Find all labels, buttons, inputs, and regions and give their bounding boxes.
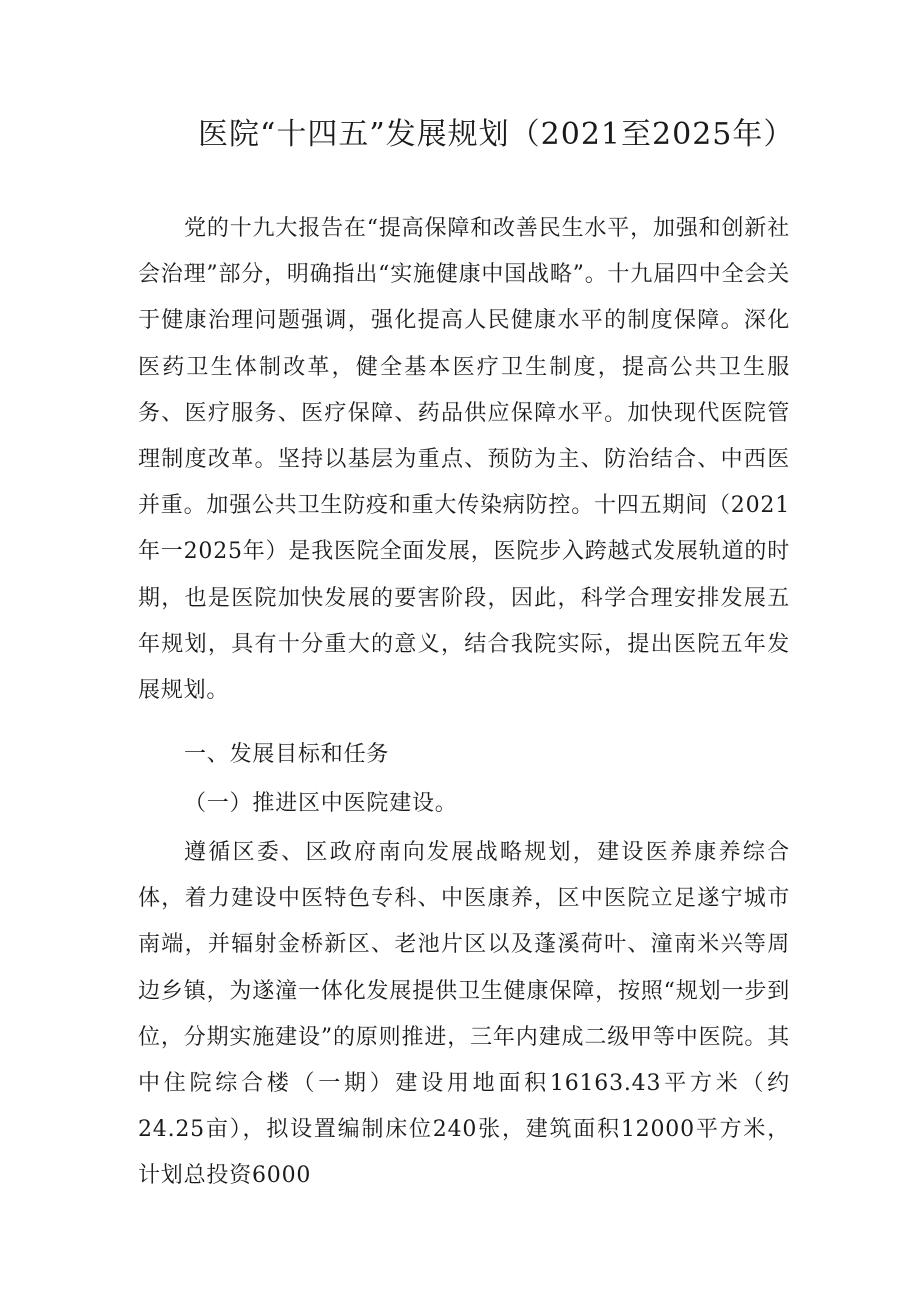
subsection-heading: （一）推进区中医院建设。: [184, 791, 458, 816]
construction-paragraph: 遵循区委、区政府南向发展战略规划，建设医养康养综合体，着力建设中医特色专科、中医康养，区中医院立足遂宁城市南端，并辐射金桥新区、老池片区以及蓬溪荷叶、潼南米兴等周边乡镇，为遂潼一体化发展提供卫生健康保障，按照“规划一步到位，分期实施建设”的原则推进，三年内建成二级甲等中医院。其中住院综合楼（一期）建设用地面积16163.43平方米（约24.25亩），拟设置编制床位240张，建筑面积12000平方米，计划总投资6000: [138, 840, 790, 1189]
document-title: 医院“十四五”发展规划（2021至2025年）: [198, 117, 795, 152]
intro-paragraph: 党的十九大报告在“提高保障和改善民生水平，加强和创新社会治理”部分，明确指出“实施健康中国战略”。十九届四中全会关于健康治理问题强调，强化提高人民健康水平的制度保障。深化医药卫生体制改革，健全基本医疗卫生制度，提高公共卫生服务、医疗服务、医疗保障、药品供应保障水平。加快现代医院管理制度改革。坚持以基层为重点、预防为主、防治结合、中西医并重。加强公共卫生防疫和重大传染病防控。十四五期间（2021年一2025年）是我医院全面发展，医院步入跨越式发展轨道的时期，也是医院加快发展的要害阶段，因此，科学合理安排发展五年规划，具有十分重大的意义，结合我院实际，提出医院五年发展规划。: [138, 216, 790, 704]
section-heading: 一、发展目标和任务: [184, 742, 390, 767]
